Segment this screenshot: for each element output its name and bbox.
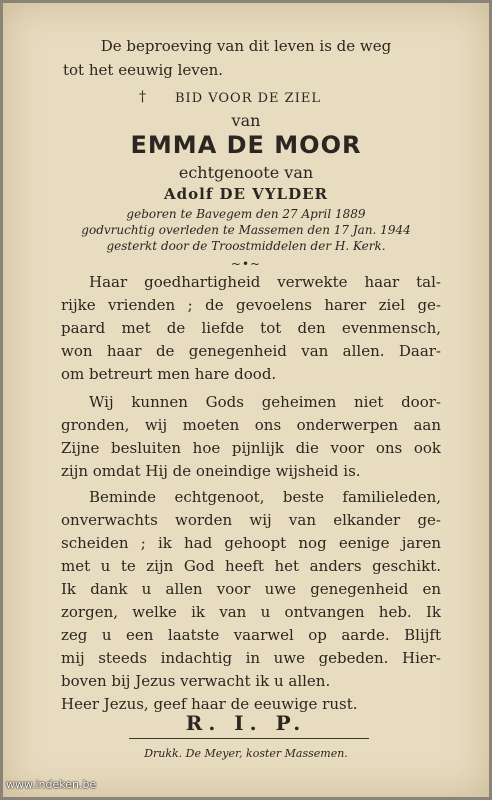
paragraph-3-line-10: Heer Jezus, geef haar de eeuwige rust. xyxy=(61,695,358,713)
divider-rule xyxy=(129,738,369,739)
ornament-divider: ~•~ xyxy=(230,257,262,271)
spouse-name: Adolf DE VYLDER xyxy=(164,185,328,203)
paragraph-2-line-2: gronden, wij moeten ons onderwerpen aan xyxy=(61,416,441,434)
intro-line-1: De beproeving van dit leven is de weg xyxy=(100,37,392,55)
paragraph-2-line-1: Wij kunnen Gods geheimen niet door- xyxy=(89,393,441,411)
of-label: van xyxy=(231,111,261,130)
paragraph-3-line-7: zeg u een laatste vaarwel op aarde. Blijft xyxy=(61,626,441,644)
rip-heading: R. I. P. xyxy=(185,711,307,735)
sacraments-line: gesterkt door de Troostmiddelen der H. Kerk. xyxy=(106,239,386,253)
paragraph-3-line-6: zorgen, welke ik van u ontvangen heb. Ik xyxy=(61,603,441,621)
memorial-card xyxy=(3,3,489,797)
printer-credit: Drukk. De Meyer, koster Massemen. xyxy=(144,747,348,760)
paragraph-3-line-4: met u te zijn God heeft het anders geschikt. xyxy=(61,557,441,575)
paragraph-3-line-8: mij steeds indachtig in uwe gebeden. Hier- xyxy=(61,649,441,667)
paragraph-2-line-3: Zijne besluiten hoe pijnlijk die voor ons ook xyxy=(61,439,441,457)
birth-line: geboren te Bavegem den 27 April 1889 xyxy=(126,207,366,221)
paragraph-1-line-4: won haar de genegenheid van allen. Daar- xyxy=(61,342,441,360)
prayer-heading: BID VOOR DE ZIEL xyxy=(175,91,321,106)
deceased-name: EMMA DE MOOR xyxy=(130,131,362,159)
paragraph-1-line-5: om betreurt men hare dood. xyxy=(61,365,277,383)
paragraph-3-line-3: scheiden ; ik had gehoopt nog eenige jaren xyxy=(61,534,441,552)
paragraph-3-line-5: Ik dank u allen voor uwe genegenheid en xyxy=(61,580,441,598)
paragraph-1-line-3: paard met de liefde tot den evenmensch, xyxy=(61,319,441,337)
spouse-intro: echtgenoote van xyxy=(178,163,314,182)
paragraph-3-line-1: Beminde echtgenoot, beste familieleden, xyxy=(89,488,441,506)
paragraph-2-line-4: zijn omdat Hij de oneindige wijsheid is. xyxy=(61,462,361,480)
paragraph-1-line-2: rijke vrienden ; de gevoelens harer ziel ge- xyxy=(61,296,441,314)
cross-icon: † xyxy=(139,89,146,105)
paragraph-3-line-2: onverwachts worden wij van elkander ge- xyxy=(61,511,441,529)
watermark: www.indeken.be xyxy=(6,778,97,791)
intro-line-2: tot het eeuwig leven. xyxy=(63,61,224,79)
paragraph-1-line-1: Haar goedhartigheid verwekte haar tal- xyxy=(89,273,441,291)
death-line: godvruchtig overleden te Massemen den 17 Jan. 1944 xyxy=(81,223,411,237)
paragraph-3-line-9: boven bij Jezus verwacht ik u allen. xyxy=(61,672,331,690)
